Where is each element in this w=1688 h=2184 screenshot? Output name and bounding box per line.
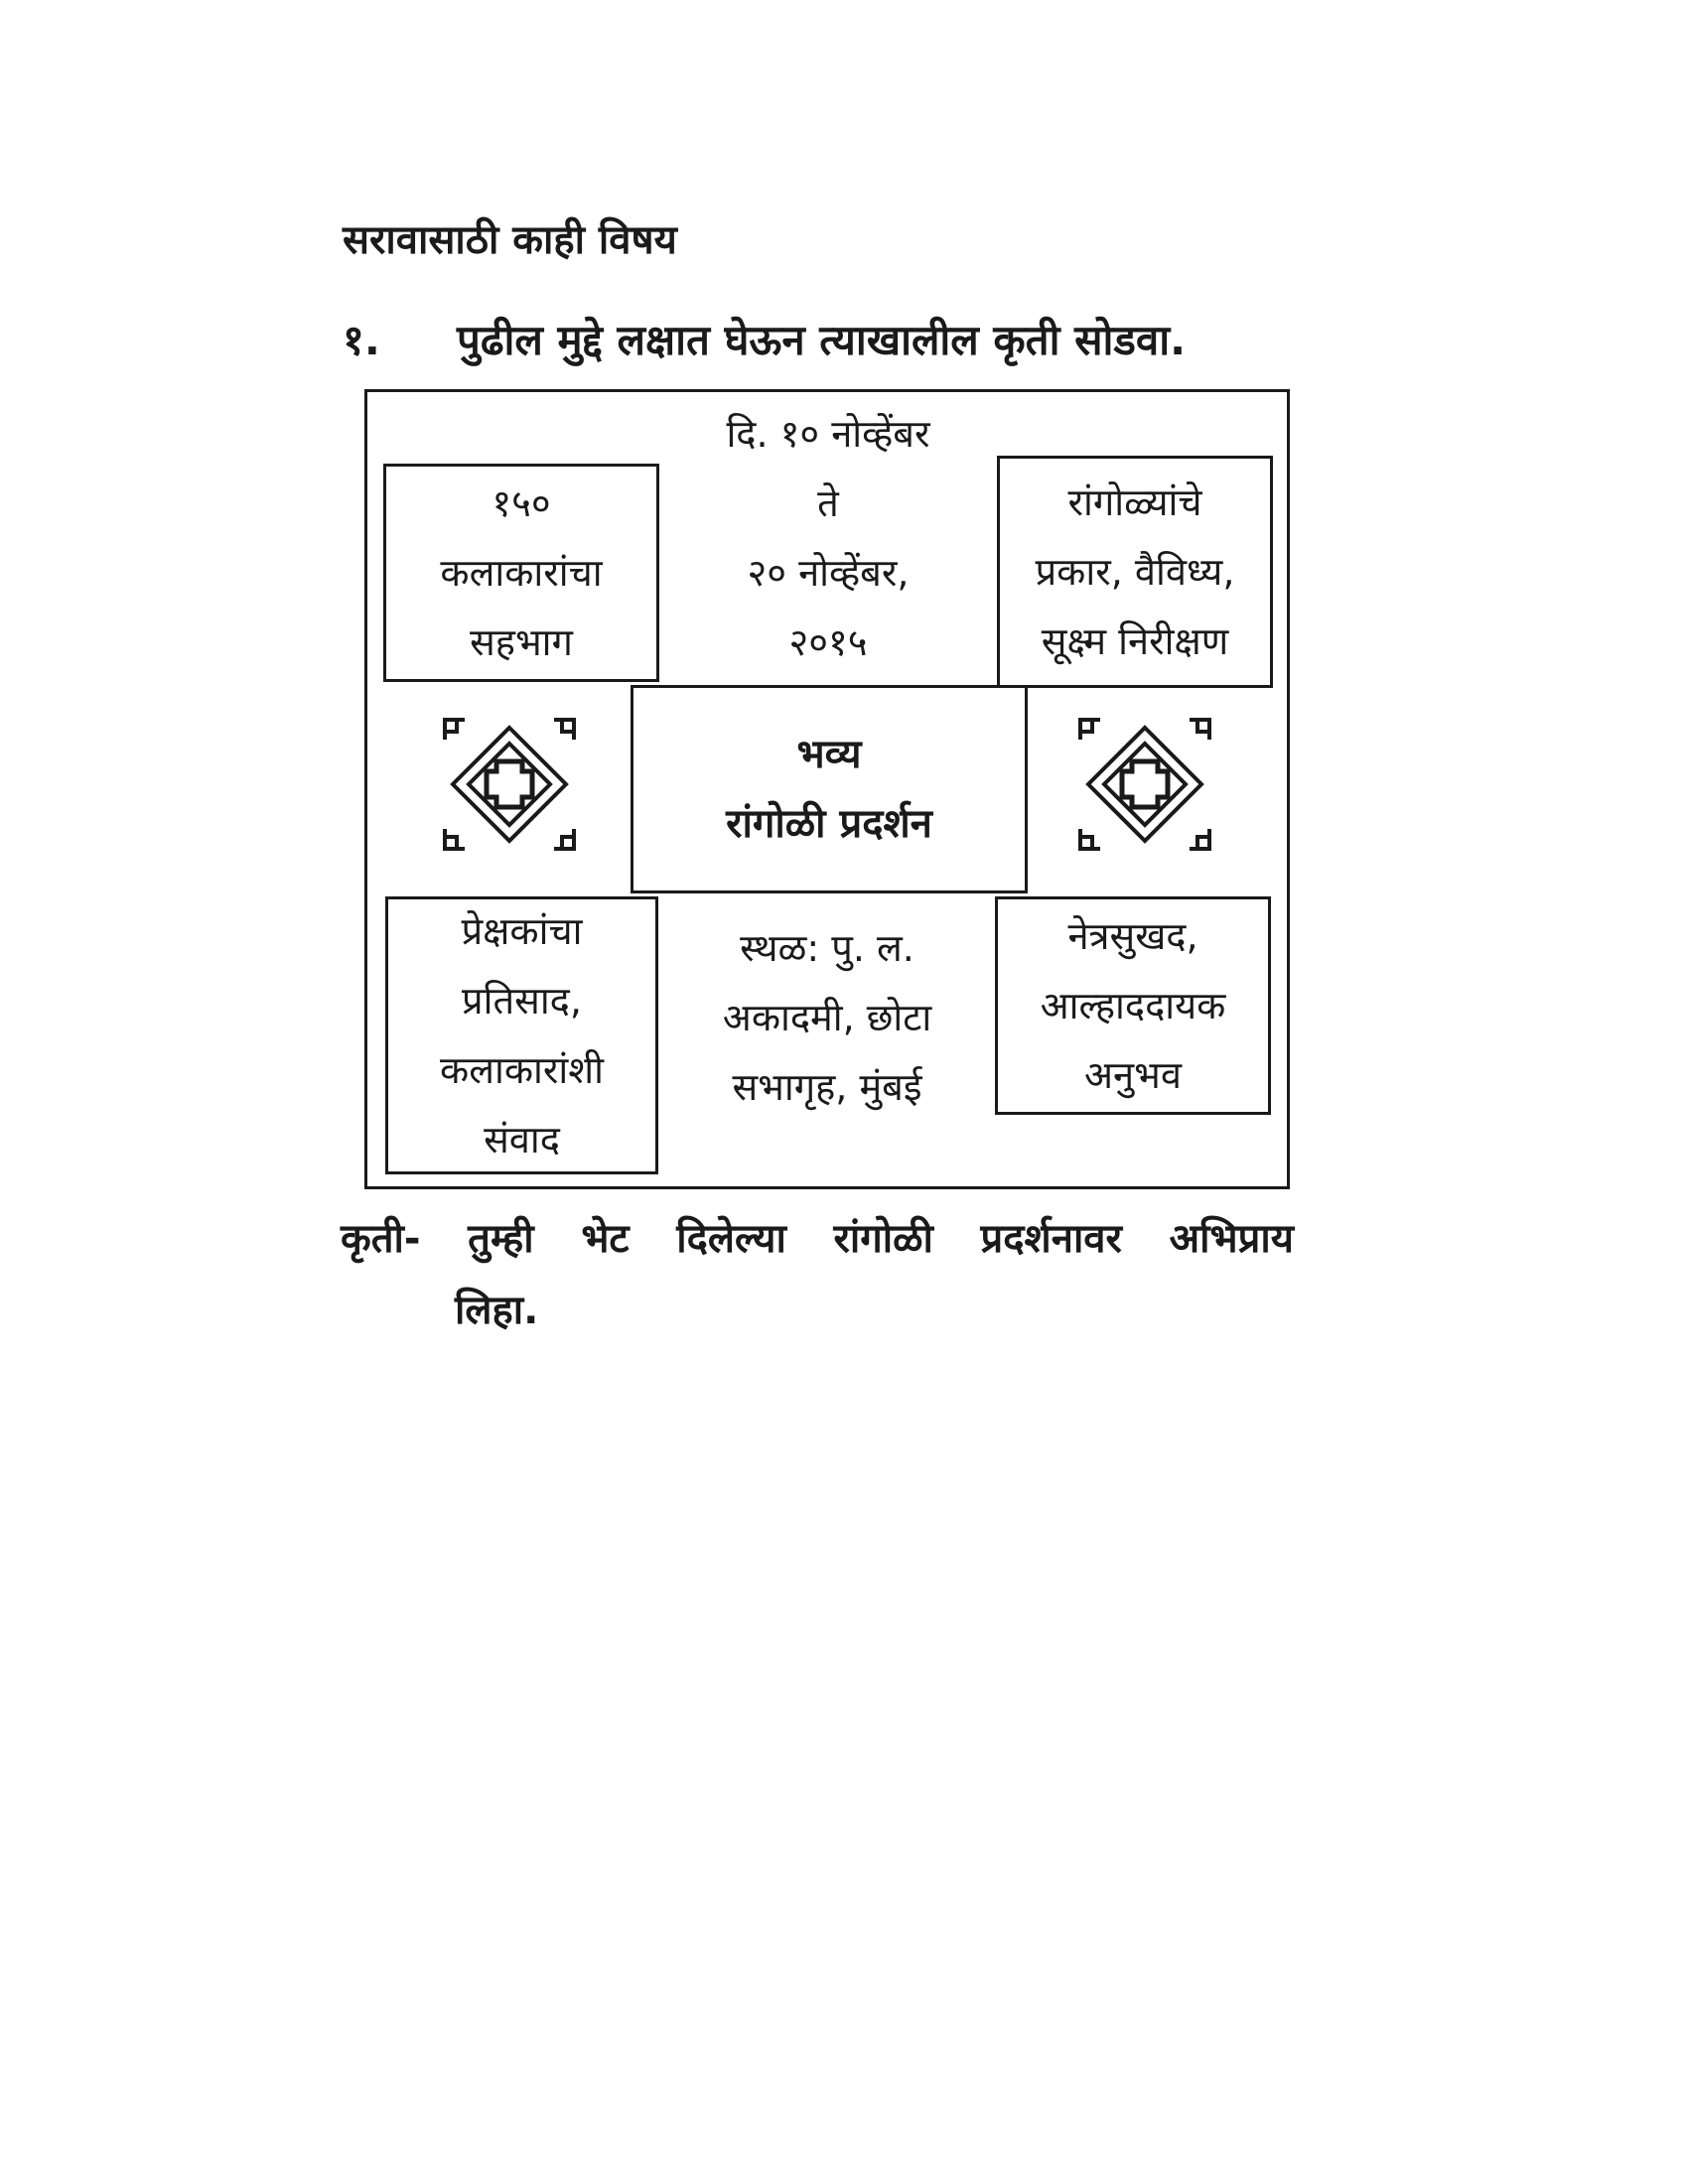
venue-line-1: स्थळ: पु. ल. xyxy=(740,926,914,970)
question-text: पुढील मुद्दे लक्षात घेऊन त्याखालील कृती सोडवा. xyxy=(457,316,1187,364)
artists-line-2: कलाकारांचा xyxy=(440,551,603,595)
rangoli-types-line-2: प्रकार, वैविध्य, xyxy=(1035,550,1235,594)
audience-line-1: प्रेक्षकांचा xyxy=(461,909,583,953)
experience-line-2: आल्हाददायक xyxy=(1040,984,1226,1027)
exhibition-title-line-2: रांगोळी प्रदर्शन xyxy=(726,801,932,847)
dates-text xyxy=(659,394,997,682)
task-line-2: लिहा. xyxy=(455,1288,539,1333)
task-word: भेट xyxy=(581,1216,630,1262)
task-word: कृती- xyxy=(341,1216,421,1262)
venue-text xyxy=(658,908,996,1127)
exhibition-title-line-1: भव्य xyxy=(796,732,862,777)
dates-line-1: दि. १० नोव्हेंबर xyxy=(726,412,930,456)
task-instruction xyxy=(341,1203,1294,1346)
audience-line-3: कलाकारांशी xyxy=(440,1048,604,1092)
section-heading: सरावासाठी काही विषय xyxy=(343,217,677,263)
question-line xyxy=(343,311,1186,367)
task-word: तुम्ही xyxy=(468,1216,534,1262)
rangoli-exhibition-diagram xyxy=(364,389,1290,1189)
rangoli-types-line-1: रांगोळ्यांचे xyxy=(1067,480,1202,524)
experience-line-1: नेत्रसुखद, xyxy=(1067,914,1198,958)
question-number: १. xyxy=(343,316,380,364)
experience-line-3: अनुभव xyxy=(1084,1053,1182,1097)
audience-line-2: प्रतिसाद, xyxy=(462,979,582,1023)
task-word: अभिप्राय xyxy=(1169,1216,1294,1262)
task-word: रांगोळी xyxy=(833,1216,933,1262)
rangoli-motif-icon xyxy=(435,710,584,859)
rangoli-motif-icon xyxy=(1070,710,1219,859)
artists-box xyxy=(383,464,659,682)
rangoli-types-box xyxy=(997,456,1273,688)
venue-line-2: अकादमी, छोटा xyxy=(722,996,932,1039)
task-line-1 xyxy=(341,1203,1294,1275)
audience-box xyxy=(385,896,658,1174)
rangoli-types-line-3: सूक्ष्म निरीक्षण xyxy=(1041,619,1229,663)
experience-box xyxy=(995,896,1271,1115)
artists-line-3: सहभाग xyxy=(470,620,573,664)
dates-line-4: २०१५ xyxy=(788,620,868,664)
dates-line-2: ते xyxy=(817,481,839,525)
audience-line-4: संवाद xyxy=(484,1118,560,1161)
task-word: प्रदर्शनावर xyxy=(980,1216,1122,1262)
artists-line-1: १५० xyxy=(492,481,551,525)
task-word: दिलेल्या xyxy=(676,1216,786,1262)
venue-line-3: सभागृह, मुंबई xyxy=(732,1065,922,1109)
dates-line-3: २० नोव्हेंबर, xyxy=(747,551,910,595)
exhibition-title-box xyxy=(631,685,1028,893)
